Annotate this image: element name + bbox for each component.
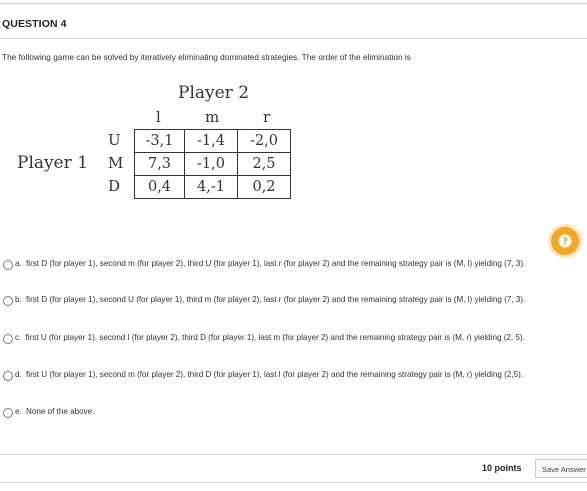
question-title: QUESTION 4	[2, 18, 67, 30]
payoff-cell: 0,4	[135, 176, 185, 199]
option-text[interactable]	[15, 295, 575, 306]
payoff-cell: -2,0	[238, 130, 291, 153]
help-button[interactable]	[551, 227, 579, 255]
row-header-d: D	[108, 177, 121, 195]
option-letter: e.	[15, 407, 22, 416]
payoff-cell: 2,5	[238, 153, 291, 176]
payoff-cell: 0,2	[238, 176, 291, 199]
top-divider	[0, 3, 587, 4]
radio-button[interactable]	[3, 260, 13, 270]
option-label: None of the above.	[26, 407, 95, 416]
question-prompt: The following game can be solved by iteratively eliminating dominated strategies. The order of the elimination is	[2, 52, 411, 62]
payoff-cell: -3,1	[135, 130, 185, 153]
option-label: first D (for player 1), second m (for player 2), third U (for player 1), last r (for player 2) and the remaining strategy pair is (M, l) yielding (7, 3).	[26, 259, 526, 268]
player2-label: Player 2	[178, 83, 250, 103]
option-letter: b.	[15, 295, 22, 304]
payoff-cell: 7,3	[135, 153, 185, 176]
player1-label: Player 1	[17, 153, 89, 173]
payoff-cell: -1,4	[185, 130, 238, 153]
option-letter: a.	[15, 259, 22, 268]
table-row	[135, 130, 291, 153]
option-letter: c.	[15, 333, 22, 342]
row-header-u: U	[108, 131, 121, 149]
option-text[interactable]	[15, 370, 575, 381]
column-header-l: l	[156, 108, 161, 126]
option-label: first U (for player 1), second l (for player 2), third D (for player 1), last m (for player 2) and the remaining strategy pair is (M, r) yielding (2, 5).	[25, 333, 525, 342]
radio-button[interactable]	[3, 334, 13, 344]
column-header-r: r	[263, 108, 271, 126]
payoff-cell: 4,-1	[185, 176, 238, 199]
radio-button[interactable]	[3, 296, 13, 306]
svg-text:?: ?	[562, 236, 568, 248]
payoff-cell: -1,0	[185, 153, 238, 176]
payoff-table	[134, 129, 291, 199]
table-row	[135, 176, 291, 199]
row-header-m: M	[108, 154, 124, 172]
option-text[interactable]	[15, 407, 575, 418]
option-text[interactable]	[15, 259, 575, 270]
option-label: first D (for player 1), second U (for player 1), third m (for player 2), last r (for player 2) and the remaining strategy pair is (M, l) yielding (7, 3).	[26, 295, 526, 304]
points-value: 10 points	[482, 463, 522, 473]
option-letter: d.	[15, 370, 22, 379]
save-answer-button[interactable]: Save Answer	[535, 459, 587, 478]
question-header	[0, 9, 587, 39]
question-mark-icon	[551, 227, 579, 255]
question-footer	[0, 454, 587, 483]
table-row	[135, 153, 291, 176]
radio-button[interactable]	[3, 408, 13, 418]
option-label: first U (for player 1), second m (for player 2), third D (for player 1), last l (for player 2) and the remaining strategy pair is (M, r) yielding (2,5).	[26, 370, 524, 379]
column-header-m: m	[205, 108, 220, 126]
payoff-matrix-figure	[0, 80, 300, 210]
option-text[interactable]	[15, 333, 575, 344]
radio-button[interactable]	[3, 371, 13, 381]
